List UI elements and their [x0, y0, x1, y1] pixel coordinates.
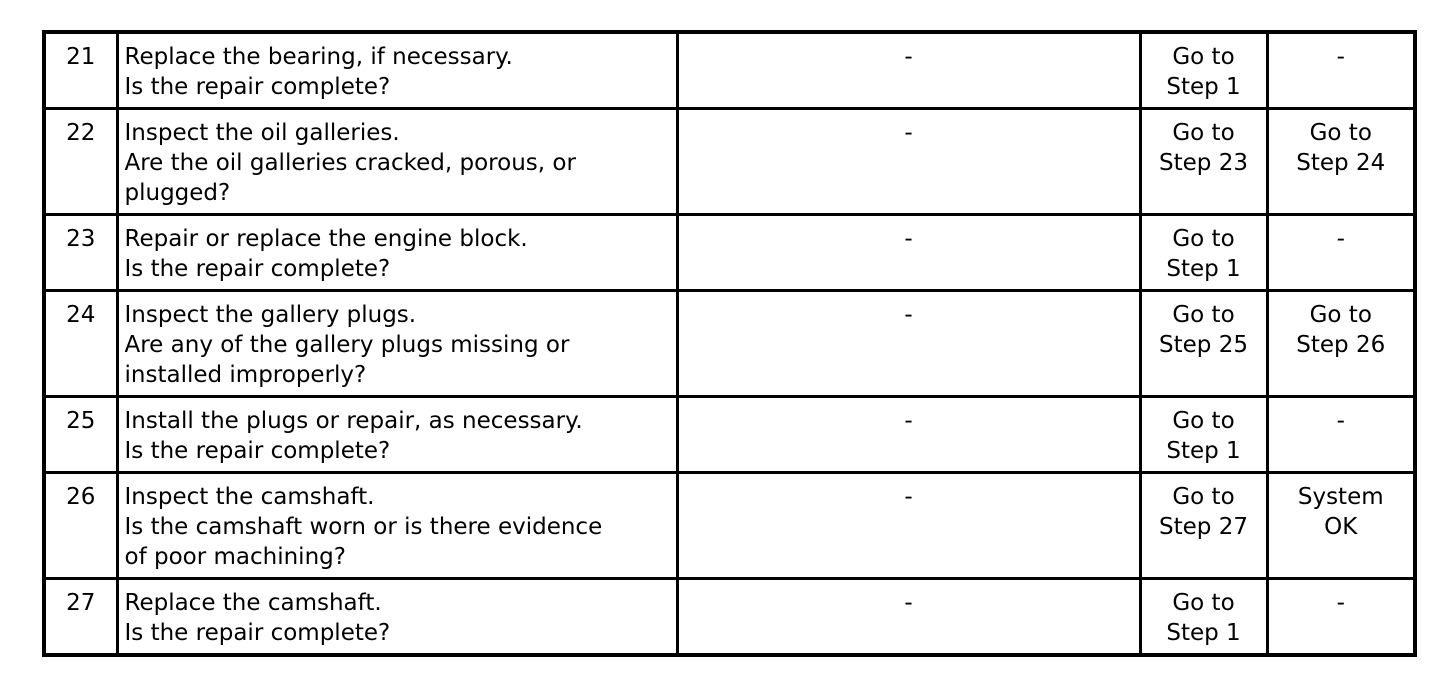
action-line: Inspect the camshaft.	[124, 484, 375, 510]
action-line: Is the repair complete?	[124, 620, 391, 646]
table-row	[44, 579, 1415, 656]
step-number: 26	[44, 473, 117, 579]
table-row	[44, 397, 1415, 473]
diagnostic-table	[42, 30, 1417, 657]
no-line: Step 26	[1296, 332, 1386, 358]
action-cell	[117, 109, 677, 215]
step-number: 27	[44, 579, 117, 656]
value-cell: -	[677, 291, 1140, 397]
yes-line: Step 25	[1159, 332, 1248, 358]
yes-line: Step 1	[1166, 74, 1241, 100]
no-line: Go to	[1309, 302, 1372, 328]
yes-cell	[1140, 109, 1267, 215]
action-line: Repair or replace the engine block.	[124, 226, 528, 252]
action-line: Inspect the gallery plugs.	[124, 302, 417, 328]
no-cell	[1267, 473, 1415, 579]
action-line: Is the repair complete?	[124, 438, 391, 464]
yes-line: Step 27	[1159, 514, 1248, 540]
step-number: 24	[44, 291, 117, 397]
action-cell	[117, 291, 677, 397]
value-cell: -	[677, 109, 1140, 215]
action-cell	[117, 215, 677, 291]
table-row	[44, 32, 1415, 109]
no-cell	[1267, 291, 1415, 397]
table-row	[44, 291, 1415, 397]
table-row	[44, 215, 1415, 291]
no-line: Go to	[1309, 120, 1372, 146]
action-line: plugged?	[124, 180, 231, 206]
value-cell: -	[677, 579, 1140, 656]
action-line: Are any of the gallery plugs missing or	[124, 332, 570, 358]
table-row	[44, 473, 1415, 579]
step-number: 25	[44, 397, 117, 473]
yes-cell	[1140, 215, 1267, 291]
yes-line: Step 23	[1159, 150, 1248, 176]
no-cell	[1267, 397, 1415, 473]
action-line: Is the camshaft worn or is there evidence	[124, 514, 603, 540]
action-line: Replace the bearing, if necessary.	[124, 44, 513, 70]
yes-line: Go to	[1172, 484, 1235, 510]
yes-cell	[1140, 397, 1267, 473]
yes-cell	[1140, 291, 1267, 397]
yes-line: Go to	[1172, 302, 1235, 328]
step-number: 23	[44, 215, 117, 291]
yes-line: Go to	[1172, 590, 1235, 616]
yes-line: Step 1	[1166, 256, 1241, 282]
yes-line: Go to	[1172, 120, 1235, 146]
no-cell	[1267, 32, 1415, 109]
no-line: -	[1336, 590, 1345, 616]
yes-line: Go to	[1172, 44, 1235, 70]
value-cell: -	[677, 32, 1140, 109]
action-line: installed improperly?	[124, 362, 367, 388]
action-line: Install the plugs or repair, as necessary.	[124, 408, 583, 434]
yes-line: Step 1	[1166, 620, 1241, 646]
action-line: Inspect the oil galleries.	[124, 120, 400, 146]
yes-line: Step 1	[1166, 438, 1241, 464]
value-cell: -	[677, 215, 1140, 291]
no-line: Step 24	[1296, 150, 1386, 176]
no-line: OK	[1324, 514, 1358, 540]
action-cell	[117, 579, 677, 656]
action-line: Replace the camshaft.	[124, 590, 382, 616]
step-number: 22	[44, 109, 117, 215]
action-line: of poor machining?	[124, 544, 346, 570]
no-line: System	[1297, 484, 1384, 510]
no-line: -	[1336, 44, 1345, 70]
action-line: Are the oil galleries cracked, porous, or	[124, 150, 576, 176]
action-cell	[117, 32, 677, 109]
diagnostic-table-body	[44, 32, 1415, 655]
no-line: -	[1336, 408, 1345, 434]
yes-line: Go to	[1172, 408, 1235, 434]
action-line: Is the repair complete?	[124, 256, 391, 282]
table-row	[44, 109, 1415, 215]
yes-line: Go to	[1172, 226, 1235, 252]
action-cell	[117, 397, 677, 473]
yes-cell	[1140, 473, 1267, 579]
step-number: 21	[44, 32, 117, 109]
no-line: -	[1336, 226, 1345, 252]
value-cell: -	[677, 397, 1140, 473]
no-cell	[1267, 109, 1415, 215]
action-line: Is the repair complete?	[124, 74, 391, 100]
no-cell	[1267, 579, 1415, 656]
yes-cell	[1140, 32, 1267, 109]
action-cell	[117, 473, 677, 579]
value-cell: -	[677, 473, 1140, 579]
yes-cell	[1140, 579, 1267, 656]
no-cell	[1267, 215, 1415, 291]
